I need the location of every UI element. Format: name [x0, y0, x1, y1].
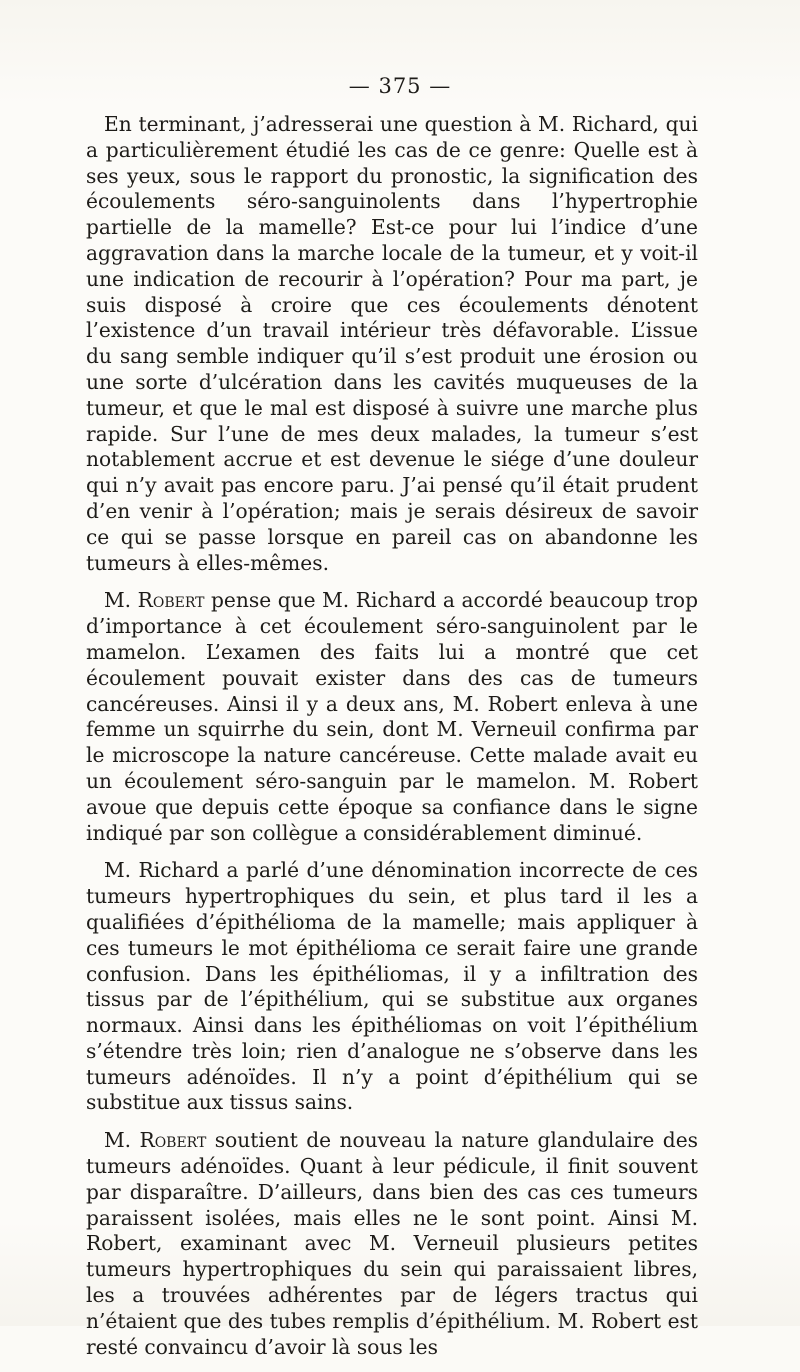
body-text — [86, 112, 698, 1372]
page-number: — 375 — — [348, 74, 452, 98]
paragraph-2-speaker: Robert — [137, 588, 205, 613]
paragraph-4-speaker: Robert — [139, 1128, 207, 1153]
paragraph-2 — [86, 588, 698, 846]
paragraph-3: M. Richard a parlé d’une dénomination incorrecte de ces tumeurs hypertrophiques du sein, et plus tard il les a qualifiées d’épithélioma de la mamelle; mais appliquer à ces tumeurs le mot épithélioma ce serait faire une grande confusion. Dans les épithéliomas, il y a infiltration des tissus par de l’épithélium, qui se substitue aux organes normaux. Ainsi dans les épithéliomas on voit l’épithélium s’étendre très loin; rien d’analogue ne s’observe dans les tumeurs adénoïdes. Il n’y a point d’épithélium qui se substitue aux tissus sains. — [86, 858, 698, 1115]
paragraph-4-lead: M. — [104, 1128, 132, 1153]
paragraph-1: En terminant, j’adresserai une question à M. Richard, qui a particulièrement étudié les cas de ce genre: Quelle est à ses yeux, sous le rapport du pronostic, la signification des écoulements séro-sanguinolents dans l’hypertrophie partielle de la mamelle? Est-ce pour lui l’indice d’une aggravation dans la marche locale de la tumeur, et y voit-il une indication de recourir à l’opération? Pour ma part, je suis disposé à croire que ces écoulements dénotent l’existence d’un travail intérieur très défavorable. L’issue du sang semble indiquer qu’il s’est produit une érosion ou une sorte d’ulcération dans les cavités muqueuses de la tumeur, et que le mal est disposé à suivre une marche plus rapide. Sur l’une de mes deux malades, la tumeur s’est notablement accrue et est devenue le siége d’une douleur qui n’y avait pas encore paru. J’ai pensé qu’il était prudent d’en venir à l’opération; mais je serais désireux de savoir ce qui se passe lorsque en pareil cas on abandonne les tumeurs à elles-mêmes. — [86, 112, 698, 575]
paragraph-2-text: pense que M. Richard a accordé beaucoup trop d’importance à cet écoulement séro-sanguinolent par le mamelon. L’examen des faits lui a montré que cet écoulement pouvait exister dans des cas de tumeurs cancéreuses. Ainsi il y a deux ans, M. Robert enleva à une femme un squirrhe du sein, dont M. Verneuil confirma par le microscope la nature cancéreuse. Cette malade avait eu un écoulement séro-sanguin par le mamelon. M. Robert avoue que depuis cette époque sa confiance dans le signe indiqué par son collègue a considérablement diminué. — [86, 588, 698, 845]
paragraph-4-text: soutient de nouveau la nature glandulaire des tumeurs adénoïdes. Quant à leur pédicule, il finit souvent par disparaître. D’ailleurs, dans bien des cas ces tumeurs paraissent isolées, mais elles ne le sont point. Ainsi M. Robert, examinant avec M. Verneuil plusieurs petites tumeurs hypertrophiques du sein qui paraissaient libres, les a trouvées adhérentes par de légers tractus qui n’étaient que des tubes remplis d’épithélium. M. Robert est resté convaincu d’avoir là sous les — [86, 1128, 699, 1359]
paragraph-2-lead: M. — [104, 588, 132, 613]
